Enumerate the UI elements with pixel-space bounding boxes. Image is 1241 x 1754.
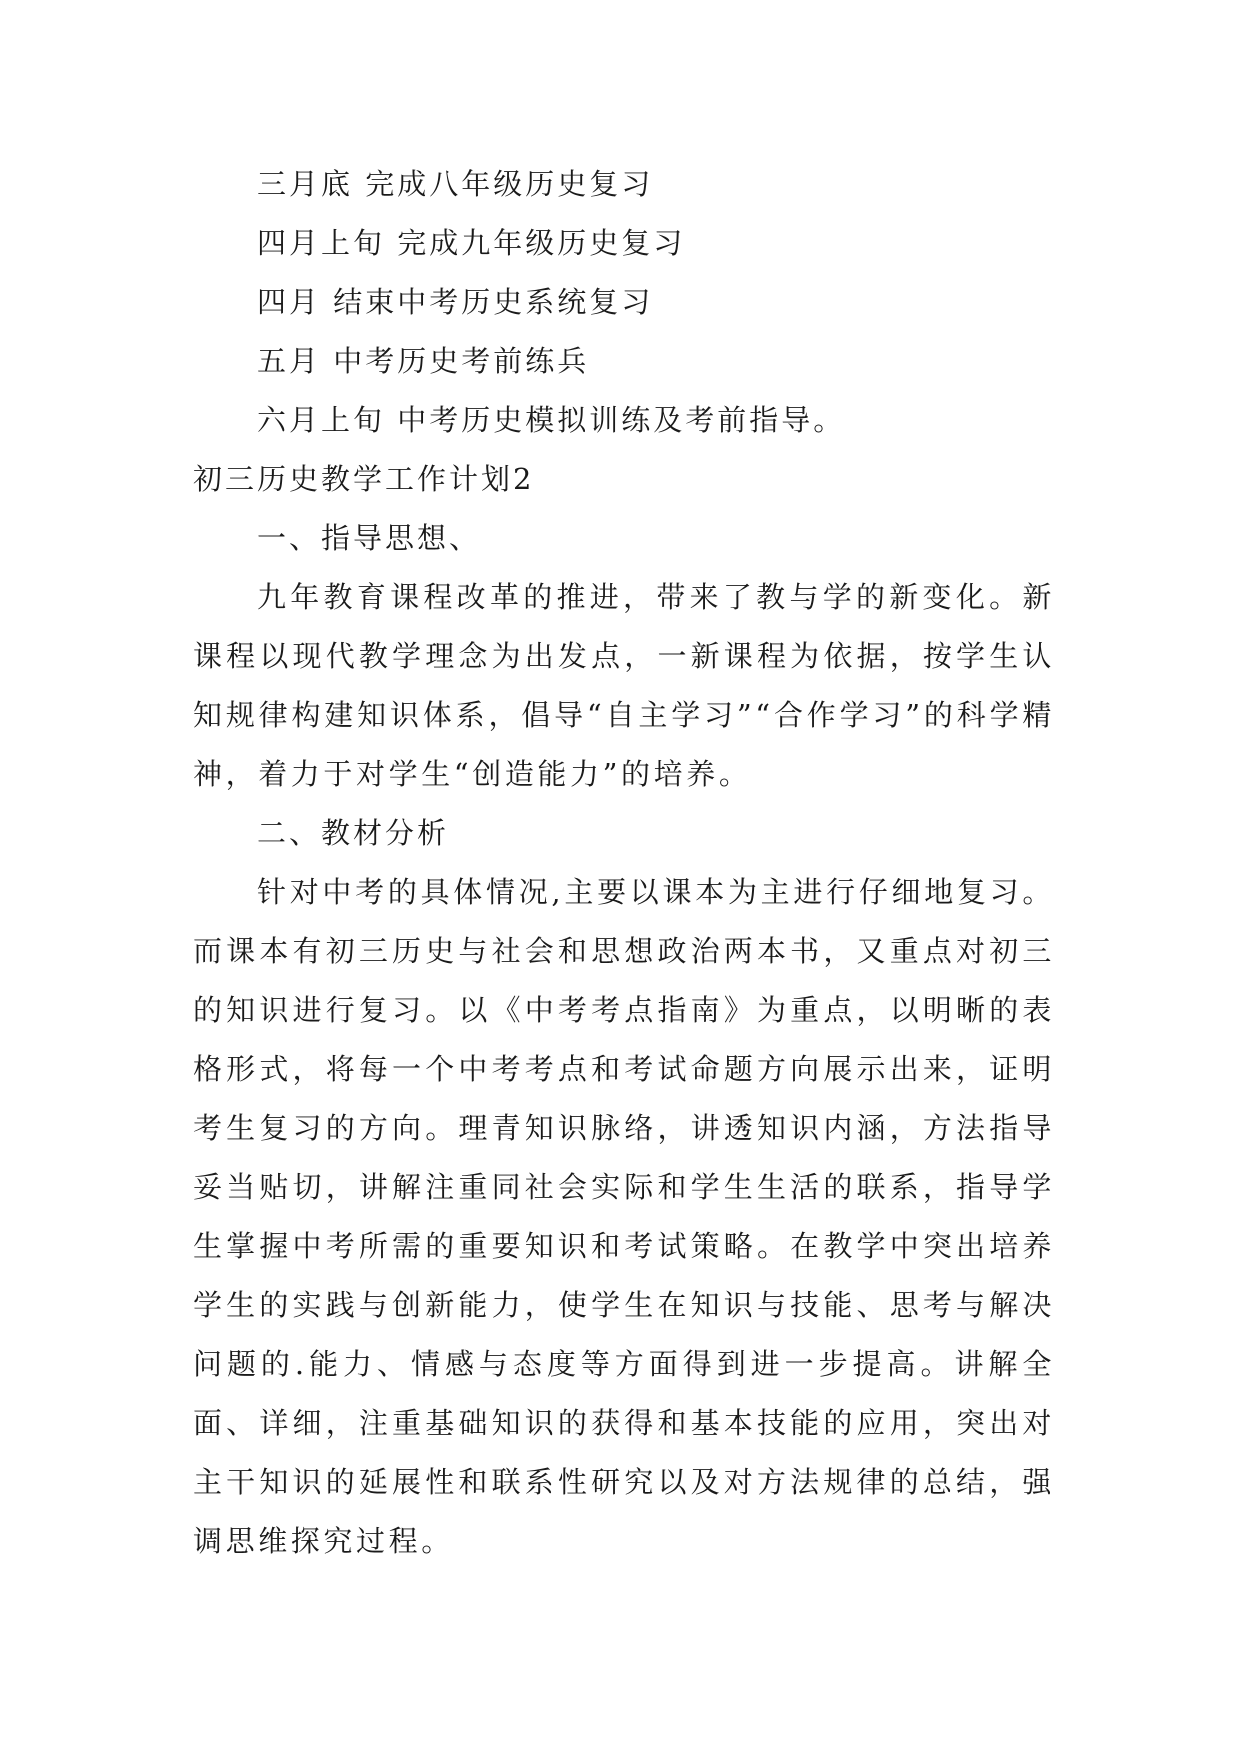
paragraph-guiding-idea: 九年教育课程改革的推进，带来了教与学的新变化。新课程以现代教学理念为出发点，一新课程为依据，按学生认知规律构建知识体系，倡导“自主学习”“合作学习”的科学精神，着力于对学生“创造能力”的培养。: [193, 580, 1055, 791]
schedule-item-june-early: 六月上旬 中考历史模拟训练及考前指导。: [257, 403, 846, 437]
section-heading-guiding-idea: 一、指导思想、: [257, 521, 482, 555]
paragraph-textbook-analysis: 针对中考的具体情况,主要以课本为主进行仔细地复习。而课本有初三历史与社会和思想政治两本书，又重点对初三的知识进行复习。以《中考考点指南》为重点，以明晰的表格形式，将每一个中考考点和考试命题方向展示出来，证明考生复习的方向。理青知识脉络，讲透知识内涵，方法指导妥当贴切，讲解注重同社会实际和学生生活的联系，指导学生掌握中考所需的重要知识和考试策略。在教学中突出培养学生的实践与创新能力，使学生在知识与技能、思考与解决问题的.能力、情感与态度等方面得到进一步提高。讲解全面、详细，注重基础知识的获得和基本技能的应用，突出对主干知识的延展性和联系性研究以及对方法规律的总结，强调思维探究过程。: [193, 875, 1055, 1558]
schedule-item-april: 四月 结束中考历史系统复习: [257, 285, 654, 319]
schedule-item-march: 三月底 完成八年级历史复习: [257, 167, 654, 201]
document-body: [193, 155, 1055, 1571]
section-heading-textbook-analysis: 二、教材分析: [257, 816, 450, 850]
schedule-item-april-early: 四月上旬 完成九年级历史复习: [257, 226, 686, 260]
document-title: 初三历史教学工作计划2: [193, 462, 535, 496]
schedule-item-may: 五月 中考历史考前练兵: [257, 344, 590, 378]
